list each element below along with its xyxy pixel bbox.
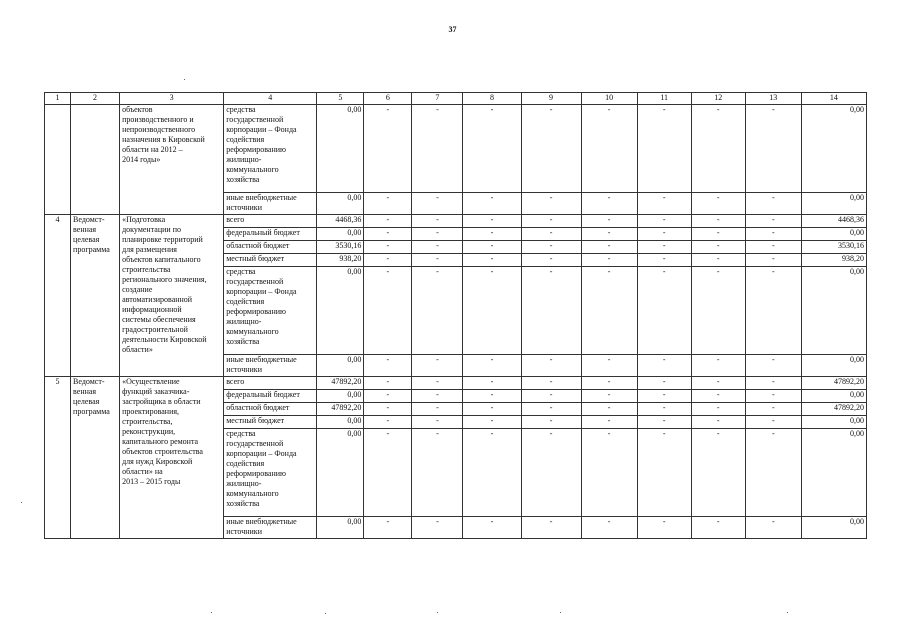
empty-dash: - <box>521 355 581 377</box>
col-header: 10 <box>581 93 637 105</box>
empty-dash: - <box>412 377 463 390</box>
empty-dash: - <box>745 429 801 517</box>
scan-speck <box>184 79 185 80</box>
col-header: 9 <box>521 93 581 105</box>
scan-speck <box>21 502 22 503</box>
amount-col14: 4468,36 <box>801 215 866 228</box>
empty-dash: - <box>412 429 463 517</box>
empty-dash: - <box>691 390 745 403</box>
funding-source: федеральный бюджет <box>224 390 317 403</box>
amount-col14: 47892,20 <box>801 377 866 390</box>
empty-dash: - <box>364 267 412 355</box>
empty-dash: - <box>691 377 745 390</box>
empty-dash: - <box>637 267 691 355</box>
empty-dash: - <box>521 215 581 228</box>
empty-dash: - <box>637 215 691 228</box>
funding-source: местный бюджет <box>224 254 317 267</box>
col-header: 11 <box>637 93 691 105</box>
col-header: 5 <box>317 93 364 105</box>
amount-total: 47892,20 <box>317 377 364 390</box>
empty-dash: - <box>463 517 521 539</box>
empty-dash: - <box>637 390 691 403</box>
empty-dash: - <box>364 105 412 193</box>
funding-source: федеральный бюджет <box>224 228 317 241</box>
amount-col14: 0,00 <box>801 105 866 193</box>
funding-source: средства государственной корпорации – Фонда содействия реформированию жилищно- коммунального хозяйства <box>224 267 317 355</box>
empty-dash: - <box>521 429 581 517</box>
amount-total: 3530,16 <box>317 241 364 254</box>
empty-dash: - <box>691 241 745 254</box>
empty-dash: - <box>463 254 521 267</box>
empty-dash: - <box>691 355 745 377</box>
empty-dash: - <box>412 228 463 241</box>
empty-dash: - <box>412 390 463 403</box>
amount-total: 47892,20 <box>317 403 364 416</box>
empty-dash: - <box>364 254 412 267</box>
col-header: 6 <box>364 93 412 105</box>
empty-dash: - <box>521 390 581 403</box>
empty-dash: - <box>637 377 691 390</box>
empty-dash: - <box>412 517 463 539</box>
empty-dash: - <box>745 254 801 267</box>
empty-dash: - <box>581 193 637 215</box>
amount-total: 938,20 <box>317 254 364 267</box>
empty-dash: - <box>364 517 412 539</box>
funding-source: областной бюджет <box>224 403 317 416</box>
empty-dash: - <box>745 105 801 193</box>
empty-dash: - <box>463 228 521 241</box>
col-header: 14 <box>801 93 866 105</box>
empty-dash: - <box>581 254 637 267</box>
empty-dash: - <box>691 254 745 267</box>
empty-dash: - <box>463 193 521 215</box>
empty-dash: - <box>521 403 581 416</box>
empty-dash: - <box>691 403 745 416</box>
empty-dash: - <box>521 241 581 254</box>
empty-dash: - <box>412 403 463 416</box>
empty-dash: - <box>412 254 463 267</box>
empty-dash: - <box>581 241 637 254</box>
col-header: 13 <box>745 93 801 105</box>
empty-dash: - <box>463 390 521 403</box>
empty-dash: - <box>581 355 637 377</box>
item-number: 4 <box>45 215 71 377</box>
empty-dash: - <box>581 105 637 193</box>
empty-dash: - <box>364 377 412 390</box>
col-header: 1 <box>45 93 71 105</box>
empty-dash: - <box>581 517 637 539</box>
scan-speck <box>560 612 561 613</box>
empty-dash: - <box>581 416 637 429</box>
empty-dash: - <box>463 105 521 193</box>
empty-dash: - <box>745 267 801 355</box>
empty-dash: - <box>745 416 801 429</box>
empty-dash: - <box>745 193 801 215</box>
funding-source: средства государственной корпорации – Фонда содействия реформированию жилищно- коммунального хозяйства <box>224 105 317 193</box>
empty-dash: - <box>412 105 463 193</box>
empty-dash: - <box>364 416 412 429</box>
empty-dash: - <box>637 241 691 254</box>
empty-dash: - <box>521 517 581 539</box>
funding-source: областной бюджет <box>224 241 317 254</box>
empty-dash: - <box>745 390 801 403</box>
empty-dash: - <box>691 429 745 517</box>
empty-dash: - <box>364 215 412 228</box>
amount-total: 0,00 <box>317 416 364 429</box>
amount-col14: 0,00 <box>801 228 866 241</box>
funding-source: средства государственной корпорации – Фонда содействия реформированию жилищно- коммунального хозяйства <box>224 429 317 517</box>
amount-col14: 0,00 <box>801 355 866 377</box>
amount-col14: 3530,16 <box>801 241 866 254</box>
funding-source: всего <box>224 377 317 390</box>
empty-dash: - <box>463 215 521 228</box>
scan-speck <box>437 612 438 613</box>
empty-dash: - <box>364 241 412 254</box>
amount-col14: 47892,20 <box>801 403 866 416</box>
empty-dash: - <box>581 228 637 241</box>
empty-dash: - <box>364 403 412 416</box>
empty-dash: - <box>745 228 801 241</box>
amount-total: 0,00 <box>317 193 364 215</box>
amount-col14: 0,00 <box>801 416 866 429</box>
empty-dash: - <box>521 254 581 267</box>
scan-speck <box>211 612 212 613</box>
empty-dash: - <box>691 267 745 355</box>
table-row <box>45 377 867 390</box>
empty-dash: - <box>691 228 745 241</box>
empty-dash: - <box>364 355 412 377</box>
empty-dash: - <box>637 254 691 267</box>
empty-dash: - <box>745 241 801 254</box>
amount-col14: 0,00 <box>801 267 866 355</box>
empty-dash: - <box>745 215 801 228</box>
empty-dash: - <box>463 241 521 254</box>
amount-total: 0,00 <box>317 429 364 517</box>
empty-dash: - <box>463 267 521 355</box>
table-row <box>45 215 867 228</box>
empty-dash: - <box>691 517 745 539</box>
program-type: Ведомст- венная целевая программа <box>71 215 120 377</box>
empty-dash: - <box>412 193 463 215</box>
empty-dash: - <box>581 215 637 228</box>
amount-col14: 0,00 <box>801 390 866 403</box>
empty-dash: - <box>691 193 745 215</box>
empty-dash: - <box>637 228 691 241</box>
empty-dash: - <box>364 429 412 517</box>
empty-dash: - <box>637 403 691 416</box>
empty-dash: - <box>521 267 581 355</box>
empty-dash: - <box>637 105 691 193</box>
empty-dash: - <box>637 193 691 215</box>
budget-table <box>44 92 867 539</box>
program-type <box>71 105 120 215</box>
empty-dash: - <box>581 377 637 390</box>
funding-source: местный бюджет <box>224 416 317 429</box>
col-header: 8 <box>463 93 521 105</box>
empty-dash: - <box>521 105 581 193</box>
item-number: 5 <box>45 377 71 539</box>
amount-col14: 0,00 <box>801 429 866 517</box>
empty-dash: - <box>637 355 691 377</box>
empty-dash: - <box>521 377 581 390</box>
empty-dash: - <box>637 517 691 539</box>
col-header: 3 <box>120 93 224 105</box>
program-title: «Подготовка документации по планировке территорий для размещения объектов капитального строительства регионального значения, создание автоматизированной информационной системы обеспечения градостроительной деятельности Кировской области» <box>120 215 224 377</box>
empty-dash: - <box>412 215 463 228</box>
amount-total: 0,00 <box>317 355 364 377</box>
empty-dash: - <box>581 390 637 403</box>
col-header: 12 <box>691 93 745 105</box>
col-header: 4 <box>224 93 317 105</box>
amount-total: 0,00 <box>317 105 364 193</box>
col-header: 2 <box>71 93 120 105</box>
item-number <box>45 105 71 215</box>
empty-dash: - <box>745 403 801 416</box>
empty-dash: - <box>521 193 581 215</box>
empty-dash: - <box>412 241 463 254</box>
empty-dash: - <box>691 105 745 193</box>
scan-speck <box>787 612 788 613</box>
amount-total: 0,00 <box>317 228 364 241</box>
funding-source: иные внебюджетные источники <box>224 193 317 215</box>
amount-col14: 938,20 <box>801 254 866 267</box>
empty-dash: - <box>412 416 463 429</box>
amount-col14: 0,00 <box>801 517 866 539</box>
empty-dash: - <box>412 355 463 377</box>
empty-dash: - <box>581 429 637 517</box>
empty-dash: - <box>691 215 745 228</box>
amount-total: 0,00 <box>317 517 364 539</box>
empty-dash: - <box>463 377 521 390</box>
program-title: объектов производственного и непроизводственного назначения в Кировской области на 2012 – 2014 годы» <box>120 105 224 215</box>
empty-dash: - <box>412 267 463 355</box>
funding-source: всего <box>224 215 317 228</box>
empty-dash: - <box>463 403 521 416</box>
empty-dash: - <box>463 416 521 429</box>
program-type: Ведомст- венная целевая программа <box>71 377 120 539</box>
empty-dash: - <box>745 377 801 390</box>
empty-dash: - <box>581 403 637 416</box>
empty-dash: - <box>521 416 581 429</box>
col-header: 7 <box>412 93 463 105</box>
empty-dash: - <box>364 193 412 215</box>
header-row <box>45 93 867 105</box>
amount-total: 0,00 <box>317 390 364 403</box>
amount-col14: 0,00 <box>801 193 866 215</box>
empty-dash: - <box>581 267 637 355</box>
table-row <box>45 105 867 193</box>
funding-source: иные внебюджетные источники <box>224 355 317 377</box>
program-title: «Осуществление функций заказчика- застройщика в области проектирования, строительства, реконструкции, капитального ремонта объектов строительства для нужд Кировской области» на 2013 – 2015 годы <box>120 377 224 539</box>
empty-dash: - <box>745 517 801 539</box>
amount-total: 0,00 <box>317 267 364 355</box>
funding-source: иные внебюджетные источники <box>224 517 317 539</box>
page-number: 37 <box>448 25 457 34</box>
empty-dash: - <box>463 355 521 377</box>
empty-dash: - <box>745 355 801 377</box>
empty-dash: - <box>521 228 581 241</box>
empty-dash: - <box>463 429 521 517</box>
empty-dash: - <box>637 416 691 429</box>
amount-total: 4468,36 <box>317 215 364 228</box>
empty-dash: - <box>637 429 691 517</box>
empty-dash: - <box>364 390 412 403</box>
empty-dash: - <box>364 228 412 241</box>
scan-speck <box>325 613 326 614</box>
empty-dash: - <box>691 416 745 429</box>
